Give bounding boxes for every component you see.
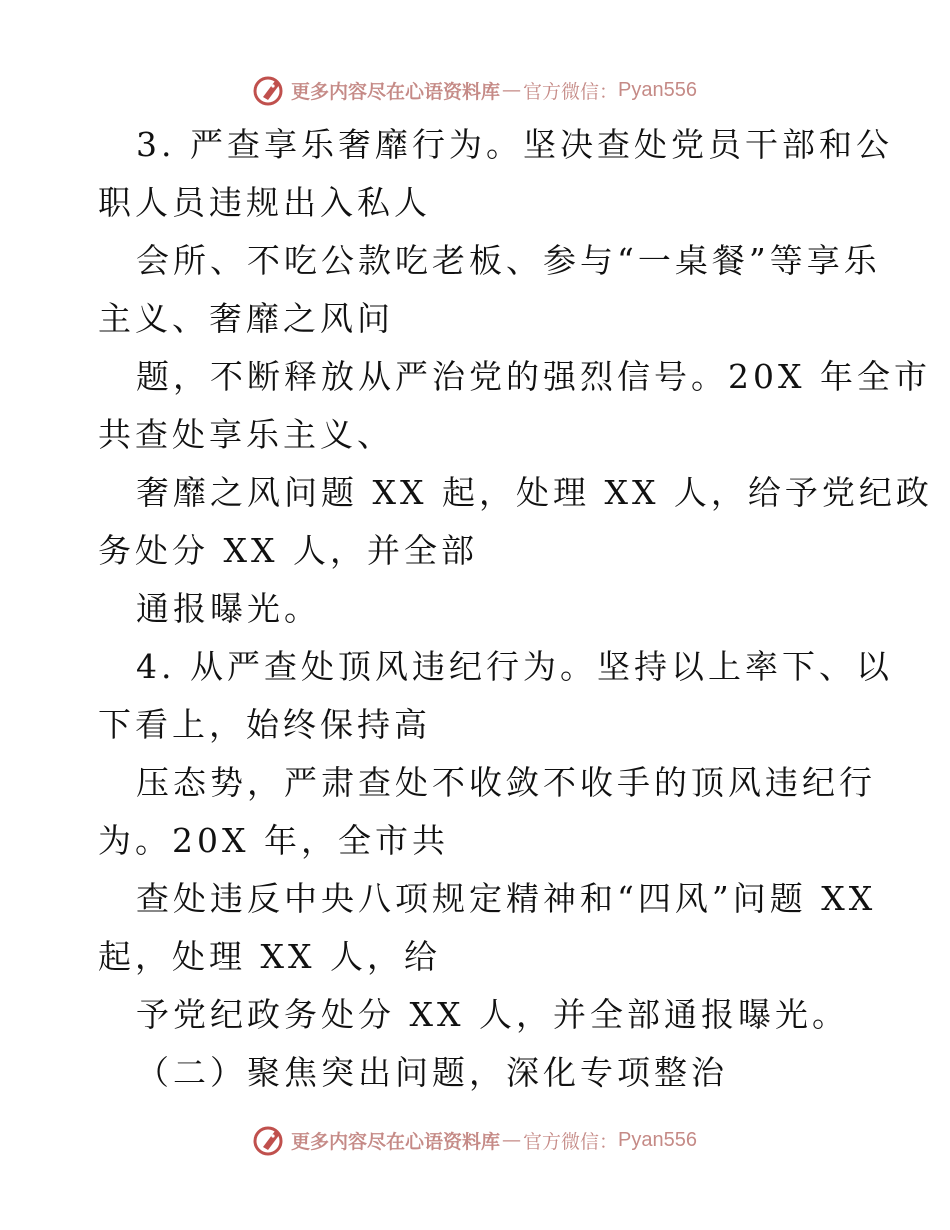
banner-text: 更多内容尽在心语资料库	[291, 80, 501, 103]
text-line: 压态势，严肃查处不收敛不收手的顶风违纪行	[136, 763, 876, 802]
banner-text: 更多内容尽在心语资料库	[291, 1130, 501, 1153]
text-line: 3. 严查享乐奢靡行为。坚决查处党员干部和公	[136, 125, 893, 164]
banner-dash: —	[502, 79, 522, 101]
pen-nib-circle-icon	[253, 1123, 287, 1157]
text-line: 职人员违规出入私人	[98, 183, 431, 222]
document-body	[98, 116, 933, 1102]
text-line: 共查处享乐主义、	[98, 415, 394, 454]
banner-wechat-id: Pyan556	[618, 78, 697, 101]
text-line: 奢靡之风问题 XX 起，处理 XX 人，给予党纪政	[136, 473, 933, 512]
text-line: 务处分 XX 人，并全部	[98, 531, 478, 570]
section-heading: （二）聚焦突出问题，深化专项整治	[136, 1053, 728, 1092]
text-line: 予党纪政务处分 XX 人，并全部通报曝光。	[136, 995, 849, 1034]
pen-nib-circle-icon	[253, 73, 287, 107]
text-line: 4. 从严查处顶风违纪行为。坚持以上率下、以	[136, 647, 893, 686]
text-line: 通报曝光。	[136, 589, 321, 628]
text-line: 查处违反中央八项规定精神和“四风”问题 XX	[136, 879, 877, 918]
text-line: 为。20X 年，全市共	[98, 821, 449, 860]
banner-wechat-label: 官方微信：	[523, 80, 619, 103]
text-line: 起，处理 XX 人，给	[98, 937, 441, 976]
text-line: 主义、奢靡之风问	[98, 299, 394, 338]
footer-banner	[0, 1120, 950, 1160]
text-line: 下看上，始终保持高	[98, 705, 431, 744]
text-line: 题，不断释放从严治党的强烈信号。20X 年全市	[136, 357, 931, 396]
text-line: 会所、不吃公款吃老板、参与“一桌餐”等享乐	[136, 241, 881, 280]
banner-wechat-label: 官方微信：	[523, 1130, 619, 1153]
banner-wechat-id: Pyan556	[618, 1128, 697, 1151]
header-banner	[0, 70, 950, 110]
banner-dash: —	[502, 1129, 522, 1151]
